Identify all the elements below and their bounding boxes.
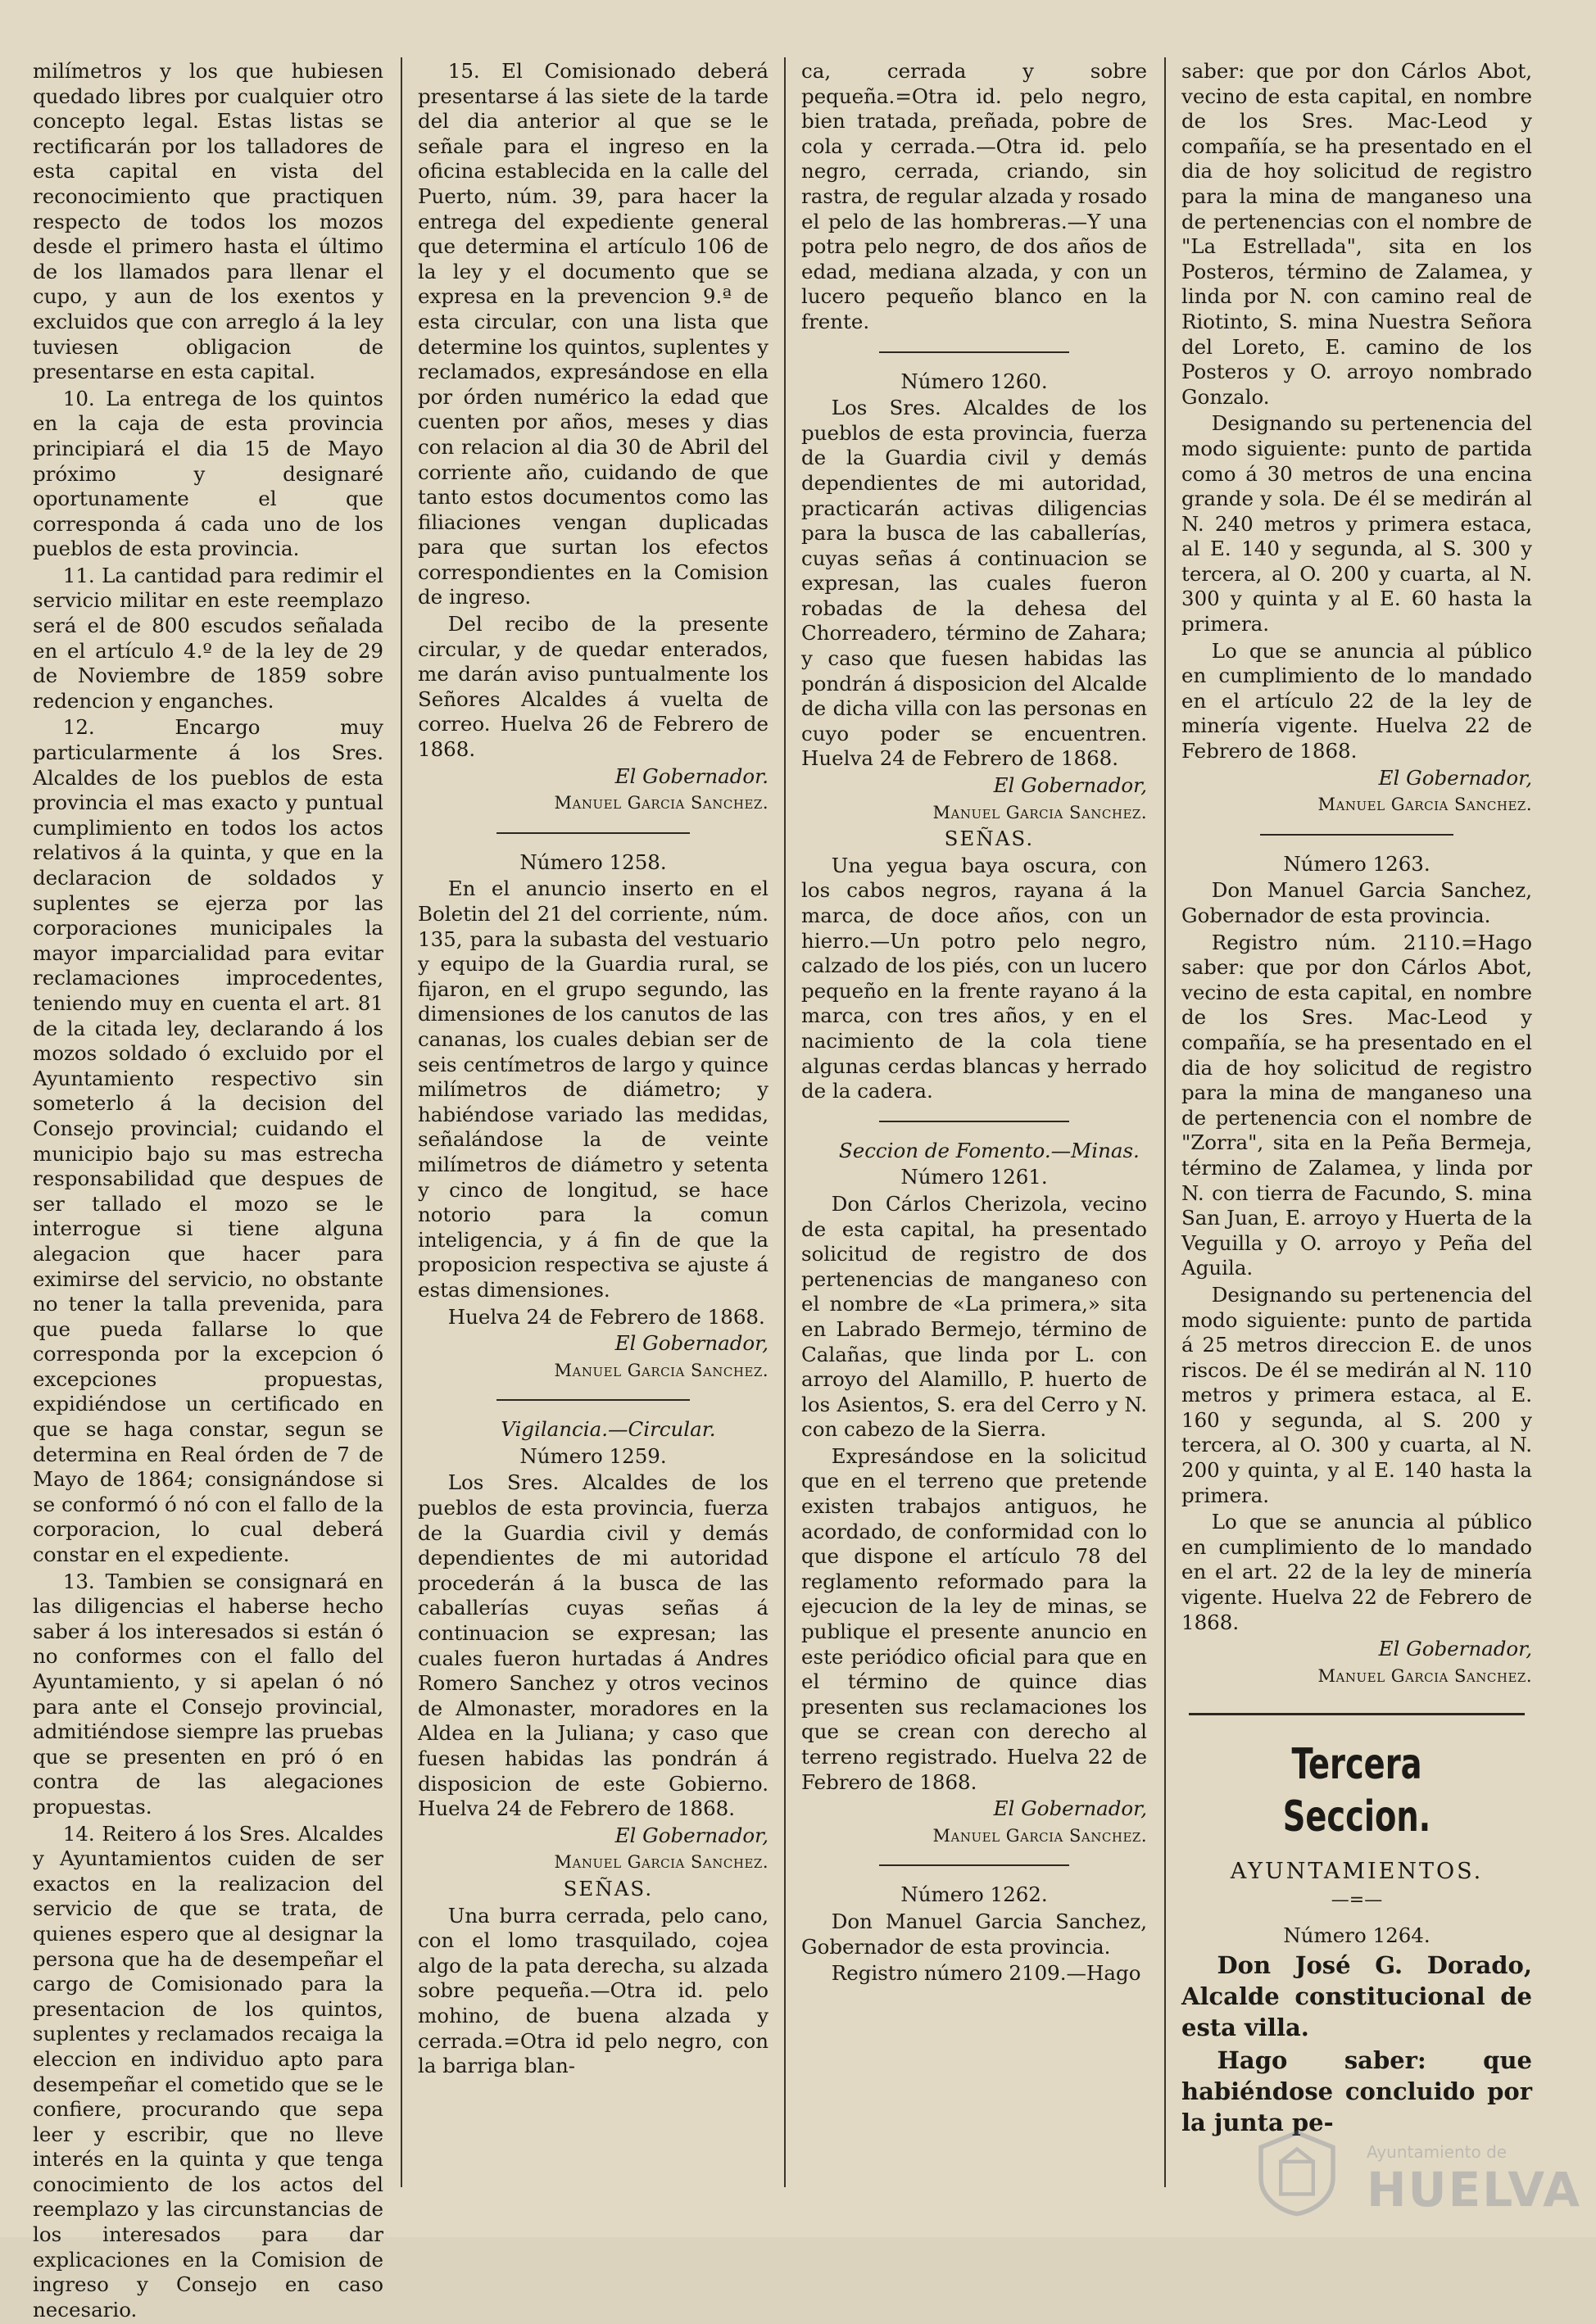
signature-title: El Gobernador, (1378, 1637, 1532, 1661)
section-title: Tercera Seccion. (1282, 1740, 1431, 1842)
separator (496, 1399, 689, 1401)
separator (1260, 834, 1453, 836)
column-rule-1 (401, 57, 402, 2187)
paragraph: 10. La entrega de los quintos en la caja de esta provincia principiará el dia 15 de Mayo próximo y designaré oportunamente el que corresponda á cada uno de los pueblos de esta provincia. (33, 386, 383, 561)
city-seal-icon (1252, 2127, 1342, 2218)
signature-title: El Gobernador, (993, 1796, 1147, 1821)
signature-title: El Gobernador. (614, 763, 769, 788)
paragraph: saber: que por don Cárlos Abot, vecino de esta capital, en nombre de los Sres. Mac-Leod y compañía, se ha presentado en el dia de hoy solicitud de registro para la mina de manganeso una de pertenencias con el nombre de "La Estrellada", sita en los Posteros, término de Zalamea, y linda por N. con camino real de Riotinto, S. mina Nuestra Señora del Loreto, E. camino de los Posteros y O. arroyo nombrado Gonzalo. (1181, 59, 1532, 409)
column-1 (33, 59, 383, 2324)
signature-name: Manuel Garcia Sanchez. (932, 1825, 1147, 1846)
signature-name: Manuel Garcia Sanchez. (1317, 1665, 1532, 1686)
paragraph: Don José G. Dorado, Alcalde constitucional de esta villa. (1181, 1951, 1532, 2042)
column-3 (801, 59, 1147, 1988)
watermark (1252, 2127, 1582, 2226)
paragraph: Designando su pertenencia del modo siguiente: punto de partida á 25 metros direccion E. de unos riscos. De él se medirán al N. 110 metros y primera estaca, al E. 160 y segunda, al S. 200 y tercera, al O. 300 y cuarta, al N. 200 y quinta, y al E. 140 hasta la primera. (1181, 1282, 1532, 1507)
column-4 (1181, 59, 1532, 2140)
signature-name: Manuel Garcia Sanchez. (554, 793, 769, 813)
watermark-label: Ayuntamiento de (1367, 2142, 1508, 2162)
notice-number: Número 1263. (1283, 851, 1431, 876)
paragraph: Lo que se anuncia al público en cumplimiento de lo mandado en el art. 22 de la ley de minería vigente. Huelva 22 de Febrero de 1868. (1181, 1510, 1532, 1634)
notice-number: Número 1262. (900, 1882, 1048, 1907)
paragraph: Hago saber: que habiéndose concluido por la junta pe- (1181, 2046, 1532, 2137)
paragraph: Designando su pertenencia del modo siguiente: punto de partida como á 30 metros de una encina grande y sola. De él se medirán al N. 240 metros y primera estaca, al E. 140 y segunda, al S. 300 y tercera, al O. 200 y cuarta, al N. 300 y quinta y al E. 60 hasta la primera. (1181, 411, 1532, 636)
paragraph: En el anuncio inserto en el Boletin del 21 del corriente, núm. 135, para la subasta del vestuario y equipo de la Guardia rural, se fijaron, en el grupo segundo, las dimensiones de los canutos de las cananas, los cuales debian ser de seis centímetros de largo y quince milímetros de diámetro; y habiéndose variado las medidas, señalándose la de veinte milímetros de diámetro y setenta y cinco de longitud, se hace notorio para la comun inteligencia, y á fin de que la proposicion respectiva se ajuste á estas dimensiones. (418, 877, 769, 1302)
column-2 (418, 59, 769, 2081)
watermark-title: HUELVA (1367, 2162, 1582, 2218)
section-heading: Vigilancia.—Circular. (501, 1417, 716, 1442)
paragraph: Huelva 24 de Febrero de 1868. (447, 1304, 765, 1329)
separator (879, 1121, 1069, 1122)
signature-title: El Gobernador, (614, 1823, 769, 1847)
senas-heading: SEÑAS. (563, 1876, 654, 1900)
paragraph: Registro núm. 2110.=Hago saber: que por don Cárlos Abot, vecino de esta capital, en nombre de los Sres. Mac-Leod y compañía, se ha presentado en el dia de hoy solicitud de registro para la mina de manganeso una de pertenencia con el nombre de "Zorra", sita en la Peña Bermeja, término de Zalamea, y linda por N. con tierra de Facundo, S. mina San Juan, E. arroyo y Huerta de la Veguilla y O. arroyo y Peña del Aguila. (1181, 930, 1532, 1280)
signature-title: El Gobernador, (614, 1331, 769, 1356)
signature-name: Manuel Garcia Sanchez. (932, 802, 1147, 822)
paragraph: Don Manuel Garcia Sanchez, Gobernador de esta provincia. (801, 1909, 1147, 1959)
paragraph: ca, cerrada y sobre pequeña.=Otra id. pelo negro, bien tratada, preñada, pobre de cola y cerrada.—Otra id. pelo negro, cerrada, criando, sin rastra, de regular alzada y rosado el pelo de las hombreras.—Y una potra pelo negro, de dos años de edad, mediana alzada, y con un lucero pequeño blanco en la frente. (801, 59, 1147, 333)
paragraph: Lo que se anuncia al público en cumplimiento de lo mandado en el artículo 22 de la ley de minería vigente. Huelva 22 de Febrero de 1868. (1181, 638, 1532, 763)
paragraph: 11. La cantidad para redimir el servicio militar en este reemplazo será el de 800 escudos señalada en el artículo 4.º de la ley de 29 de Noviembre de 1859 sobre redencion y enganches. (33, 563, 383, 713)
paragraph: Los Sres. Alcaldes de los pueblos de esta provincia, fuerza de la Guardia civil y demás dependientes de mi autoridad procederán á la busca de las caballerías cuyas señas á continuacion se expresan; las cuales fueron hurtadas á Andres Romero Sanchez y otros vecinos de Almonaster, moradores en la Aldea en la Juliana; y caso que fuesen habidas las pondrán á disposicion de este Gobierno. Huelva 24 de Febrero de 1868. (418, 1470, 769, 1821)
paragraph: milímetros y los que hubiesen quedado libres por cualquier otro concepto legal. Estas listas se rectificarán por los talladores de esta capital en vista del reconocimiento que practiquen respecto de todos los mozos desde el primero hasta el último de los llamados para llenar el cupo, y aun de los exentos y excluidos que con arreglo á la ley tuviesen obligacion de presentarse en esta capital. (33, 59, 383, 384)
paragraph: 14. Reitero á los Sres. Alcaldes y Ayuntamientos cuiden de ser exactos en la realizacion del servicio de que se trata, de quienes espero que al designar la persona que ha de desempeñar el cargo de Comisionado para la presentacion de los quintos, suplentes y reclamados recaiga la eleccion en individuo apto para desempeñar el cometido que se le confiere, procurando que sepa leer y escribir, que no lleve interés en la quinta y que tenga conocimiento de los actos del reemplazo y las circunstancias de los interesados para dar explicaciones en la Comision de ingreso y Consejo en caso necesario. (33, 1821, 383, 2322)
notice-number: Número 1261. (900, 1165, 1048, 1189)
signature-name: Manuel Garcia Sanchez. (554, 1852, 769, 1873)
paragraph: 12. Encargo muy particularmente á los Sres. Alcaldes de los pueblos de esta provincia el mas exacto y puntual cumplimiento en todos los actos relativos á la quinta, y que en la declaracion de soldados y suplentes se ejerza por las corporaciones municipales la mayor imparcialidad para evitar reclamaciones improcedentes, teniendo muy en cuenta el art. 81 de la citada ley, declarando á los mozos soldado ó excluido por el Ayuntamiento respectivo sin someterlo á la decision del Consejo provincial; cuidando el municipio bajo su mas estrecha responsabilidad que despues de ser tallado el mozo se le interrogue si tiene alguna alegacion que hacer para eximirse del servicio, no obstante no tener la talla prevenida, para que pueda fallarse lo que corresponda por la excepcion ó excepciones propuestas, expidiéndose un certificado en que se haga constar, segun se determina en Real órden de 7 de Mayo de 1864; consignándose si se conformó ó nó con el fallo de la corporacion, lo cual deberá constar en el expediente. (33, 715, 383, 1567)
notice-number: Número 1264. (1283, 1923, 1431, 1947)
paragraph: 13. Tambien se consignará en las diligencias el haberse hecho saber á los interesados si están ó no conformes con el fallo del Ayuntamiento, y si apelan ó nó para ante el Consejo provincial, admitiéndose siempre las pruebas que se presenten en pró ó en contra de las alegaciones propuestas. (33, 1569, 383, 1819)
paragraph: Del recibo de la presente circular, y de quedar enterados, me darán aviso puntualmente los Señores Alcaldes á vuelta de correo. Huelva 26 de Febrero de 1868. (418, 612, 769, 762)
section-subtitle: AYUNTAMIENTOS. (1230, 1859, 1484, 1885)
section-heading: Seccion de Fomento.—Minas. (838, 1138, 1140, 1162)
paragraph: Los Sres. Alcaldes de los pueblos de esta provincia, fuerza de la Guardia civil y demás dependientes de mi autoridad, practicarán activas diligencias para la busca de las caballerías, cuyas señas á continuacion se expresan, las cuales fueron robadas de la dehesa del Chorreadero, término de Zahara; y caso que fuesen habidas las pondrán á disposicion del Alcalde de dicha villa con las personas en cuyo poder se encuentren. Huelva 24 de Febrero de 1868. (801, 396, 1147, 771)
notice-number: Número 1260. (900, 369, 1048, 393)
signature-title: El Gobernador, (1378, 765, 1532, 790)
paragraph: Registro número 2109.—Hago (831, 1961, 1141, 1986)
column-rule-2 (784, 57, 786, 2187)
paragraph: Don Manuel Garcia Sanchez, Gobernador de esta provincia. (1181, 878, 1532, 927)
ornament-rule: —=— (1331, 1890, 1383, 1910)
notice-number: Número 1259. (519, 1443, 667, 1468)
paragraph: Expresándose en la solicitud que en el terreno que pretende existen trabajos antiguos, he acordado, de conformidad con lo que dispone el artículo 78 del reglamento reformado para la ejecucion de la ley de minas, se publique el presente anuncio en este periódico oficial para que en el término de quince dias presenten sus reclamaciones los que se crean con derecho al terreno registrado. Huelva 22 de Febrero de 1868. (801, 1443, 1147, 1794)
signature-title: El Gobernador, (993, 773, 1147, 798)
notice-number: Número 1258. (519, 849, 667, 874)
senas-heading: SEÑAS. (944, 827, 1035, 851)
separator (879, 1864, 1069, 1866)
paragraph: Don Cárlos Cherizola, vecino de esta capital, ha presentado solicitud de registro de dos pertenencias de manganeso con el nombre de «La primera,» sita en Labrado Bermejo, término de Calañas, que linda por L. con arroyo del Alamillo, P. huerto de los Asientos, S. era del Cerro y N. con cabezo de la Sierra. (801, 1191, 1147, 1442)
paragraph: 15. El Comisionado deberá presentarse á las siete de la tarde del dia anterior al que se le señale para el ingreso en la oficina establecida en la calle del Puerto, núm. 39, para hacer la entrega del expediente general que determina el artículo 106 de la ley y el documento que se expresa en la prevencion 9.ª de esta circular, con una lista que determine los quintos, suplentes y reclamados, expresándose en ella por órden numérico la edad que cuenten por años, meses y dias con relacion al dia 30 de Abril del corriente año, cuidando de que tanto estos documentos como las filiaciones vengan duplicadas para que surtan los efectos correspondientes en la Comision de ingreso. (418, 59, 769, 609)
signature-name: Manuel Garcia Sanchez. (554, 1360, 769, 1380)
signature-name: Manuel Garcia Sanchez. (1317, 795, 1532, 815)
paragraph: Una yegua baya oscura, con los cabos negros, rayana á la marca, de doce años, con un hierro.—Un potro pelo negro, calzado de los piés, con un lucero pequeño en la frente rayano á la marca, con tres años, y en el nacimiento de la cola tiene algunas cerdas blancas y herrado de la cadera. (801, 853, 1147, 1103)
separator (496, 832, 689, 834)
separator (879, 351, 1069, 353)
column-rule-3 (1164, 57, 1166, 2187)
section-rule (1189, 1713, 1526, 1715)
paragraph: Una burra cerrada, pelo cano, con el lomo trasquilado, cojea algo de la pata derecha, su alzada sobre pequeña.—Otra id. pelo mohino, de buena alzada y cerrada.=Otra id pelo negro, con la barriga blan- (418, 1903, 769, 2078)
